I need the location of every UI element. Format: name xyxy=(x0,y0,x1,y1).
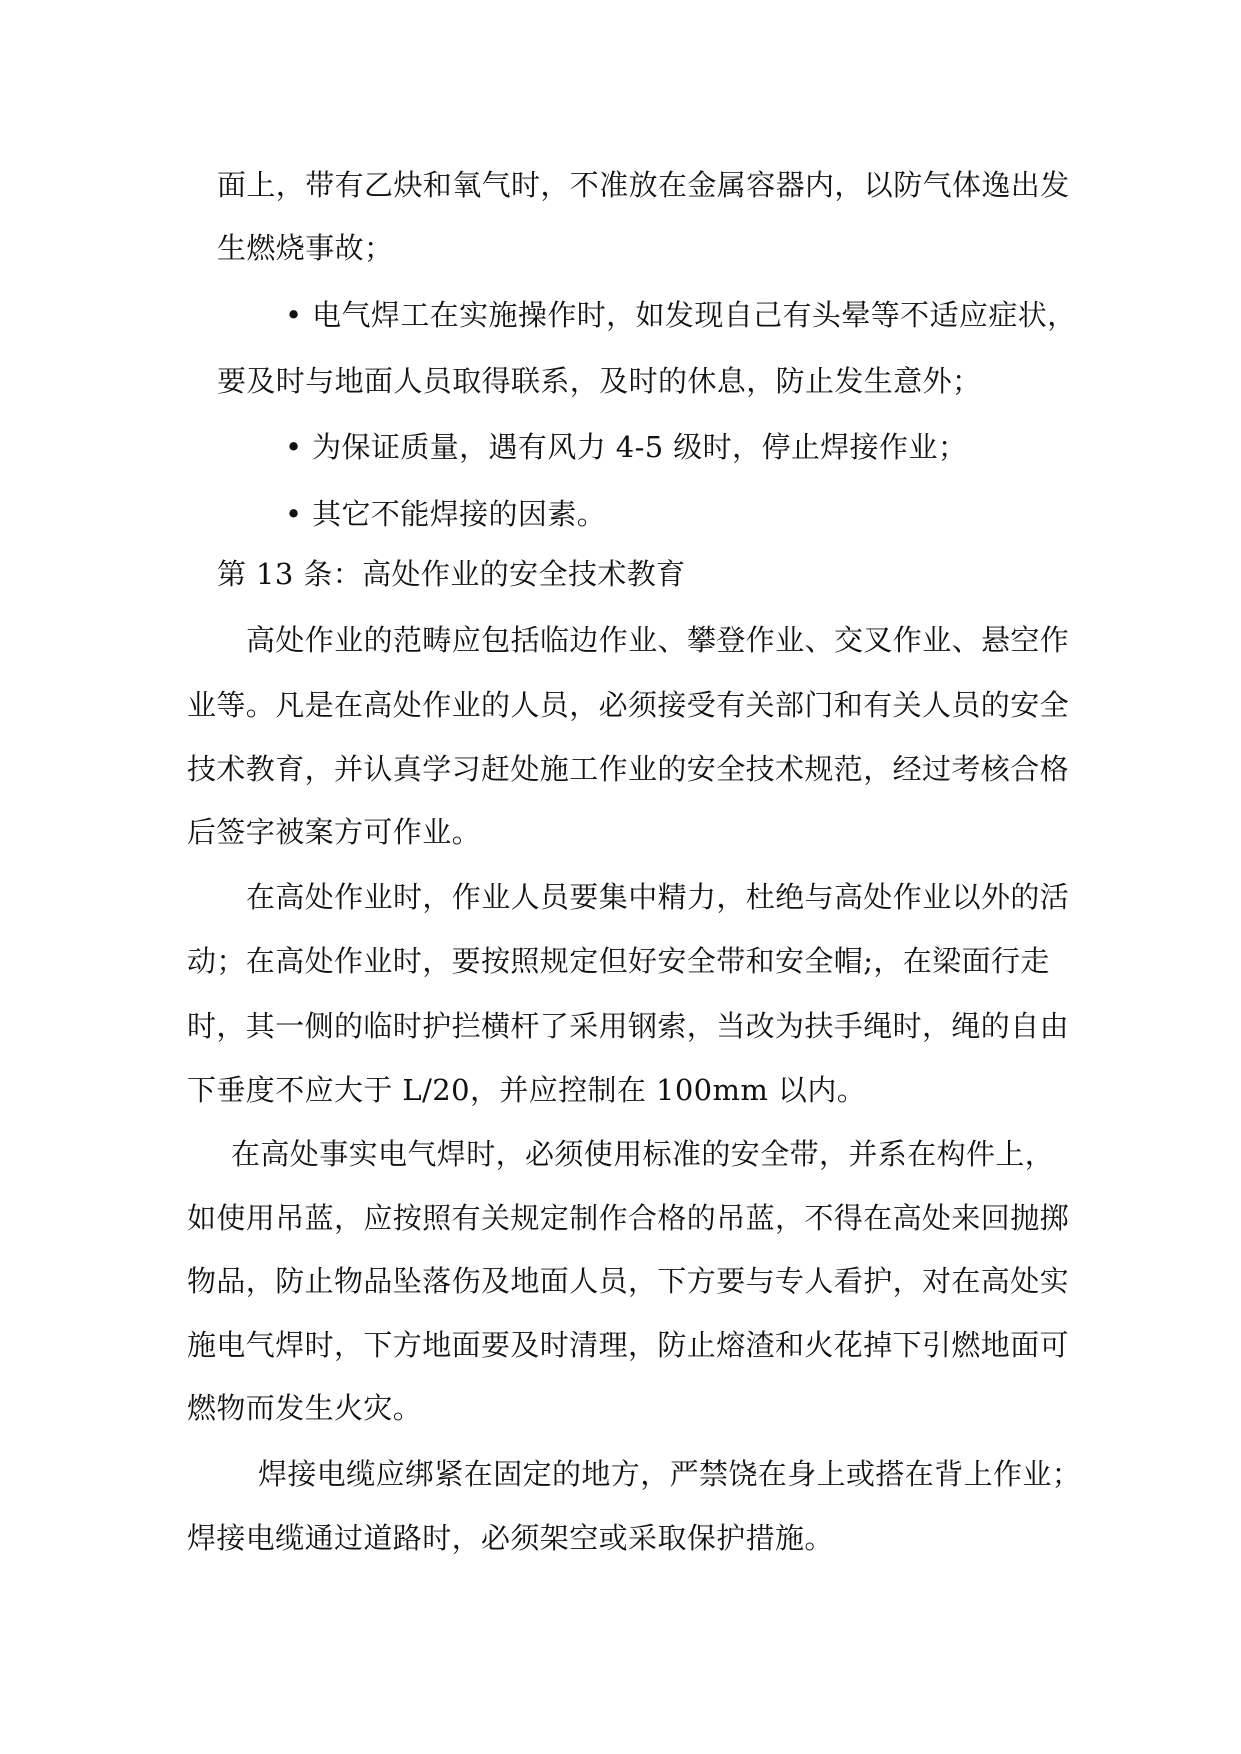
text-line: 焊接电缆应绑紧在固定的地方，严禁饶在身上或搭在背上作业； xyxy=(258,1457,1082,1491)
text-line: 面上，带有乙炔和氧气时，不准放在金属容器内，以防气体逸出发 xyxy=(217,168,1070,202)
bullet-item: • 为保证质量，遇有风力 4-5 级时，停止焊接作业； xyxy=(285,430,968,464)
text-line: 时，其一侧的临时护拦横杆了采用钢索，当改为扶手绳时，绳的自由 xyxy=(187,1009,1070,1043)
bullet-item: • 电气焊工在实施操作时，如发现自己有头晕等不适应症状， xyxy=(285,298,1077,332)
text-line: 如使用吊蓝，应按照有关规定制作合格的吊蓝，不得在高处来回抛掷 xyxy=(187,1201,1070,1235)
text-line: 技术教育，并认真学习赶处施工作业的安全技术规范，经过考核合格 xyxy=(187,752,1070,786)
text-line: 业等。凡是在高处作业的人员，必须接受有关部门和有关人员的安全 xyxy=(187,688,1070,722)
text-line: 动；在高处作业时，要按照规定但好安全带和安全帽;，在梁面行走 xyxy=(187,944,1050,978)
text-line: 后签字被案方可作业。 xyxy=(187,815,482,849)
text-line: 下垂度不应大于 L/20，并应控制在 100mm 以内。 xyxy=(187,1073,867,1107)
text-line: 生燃烧事故； xyxy=(217,231,394,265)
text-line: 燃物而发生火灾。 xyxy=(187,1391,423,1425)
text-line: 焊接电缆通过道路时，必须架空或采取保护措施。 xyxy=(187,1521,834,1555)
section-heading: 第 13 条：高处作业的安全技术教育 xyxy=(217,557,686,591)
text-line: 在高处作业时，作业人员要集中精力，杜绝与高处作业以外的活 xyxy=(246,880,1070,914)
text-line: 要及时与地面人员取得联系，及时的休息，防止发生意外； xyxy=(217,364,982,398)
text-line: 在高处事实电气焊时，必须使用标准的安全带，并系在构件上， xyxy=(231,1137,1055,1171)
text-line: 物品，防止物品坠落伤及地面人员，下方要与专人看护，对在高处实 xyxy=(187,1264,1070,1298)
text-line: 施电气焊时，下方地面要及时清理，防止熔渣和火花掉下引燃地面可 xyxy=(187,1328,1070,1362)
bullet-item: • 其它不能焊接的因素。 xyxy=(285,497,607,531)
text-line: 高处作业的范畴应包括临边作业、攀登作业、交叉作业、悬空作 xyxy=(246,623,1070,657)
